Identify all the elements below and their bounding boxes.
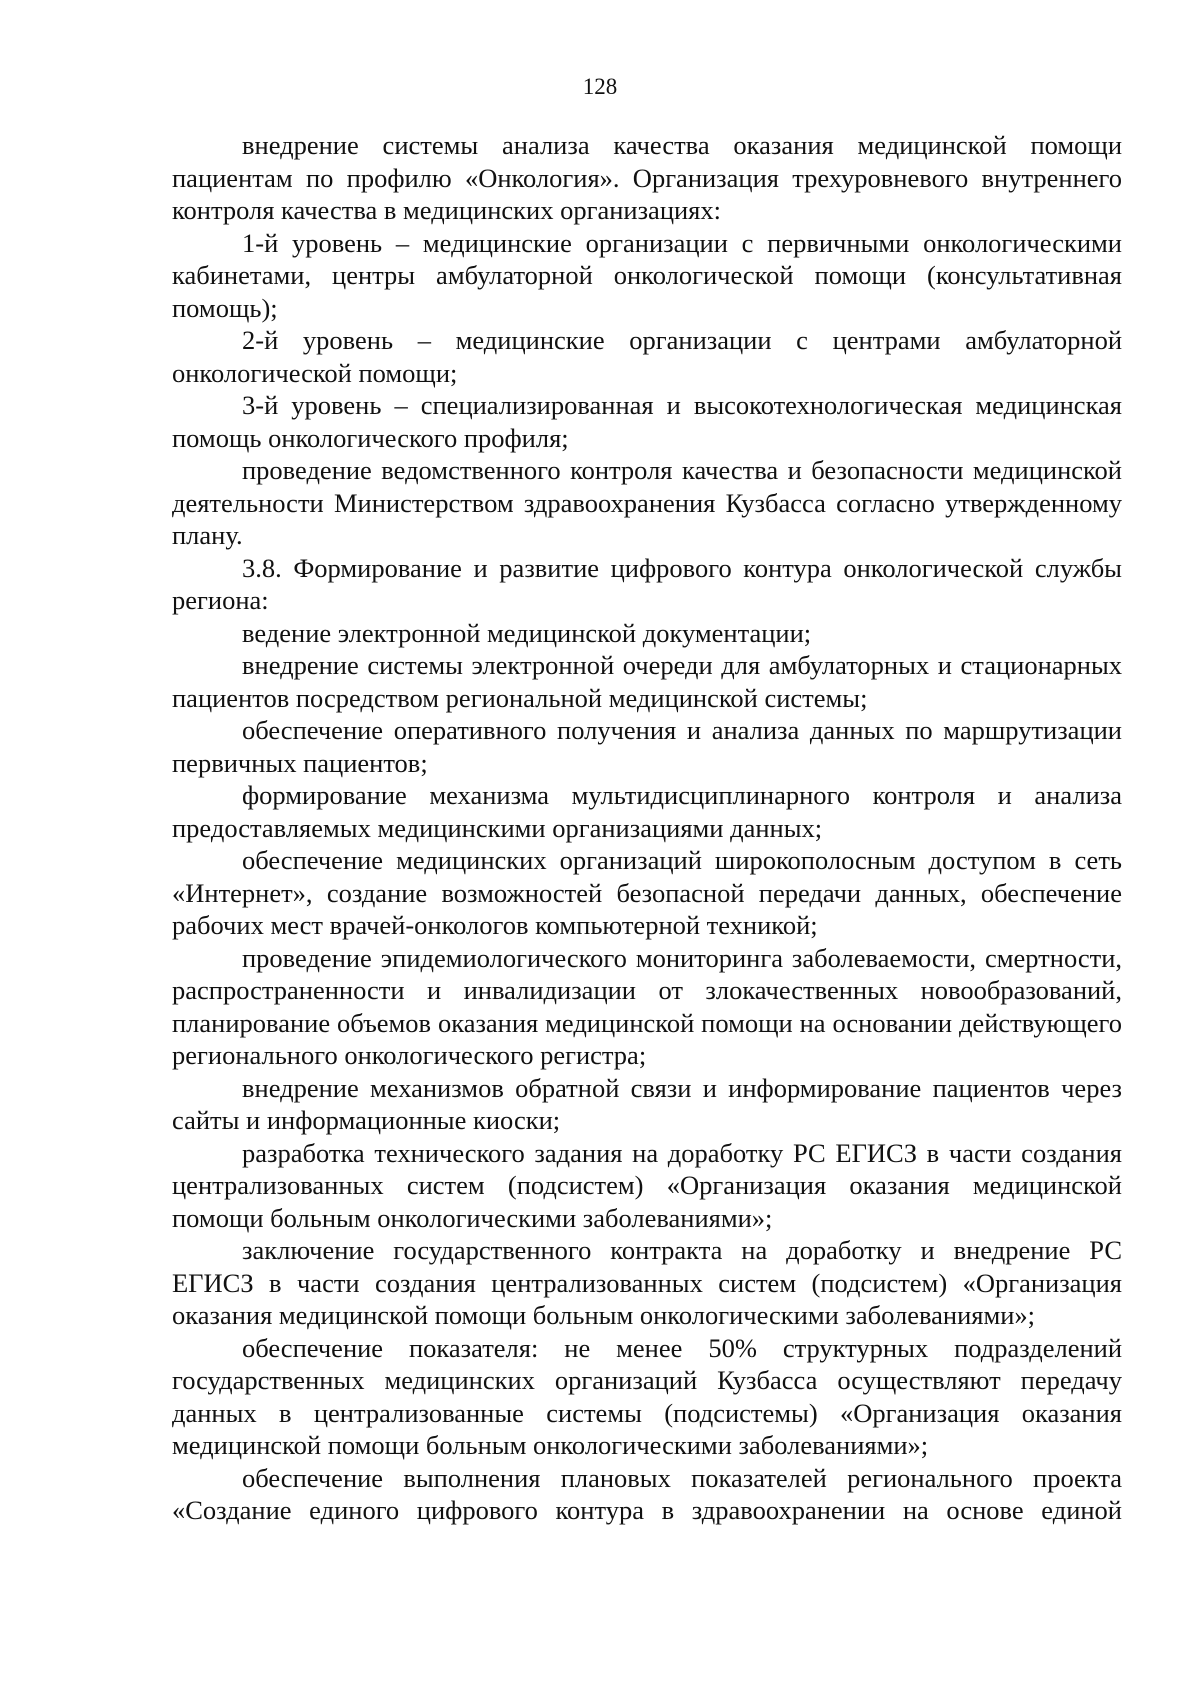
document-body xyxy=(172,129,1122,1527)
paragraph: обеспечение медицинских организаций широкополосным доступом в сеть «Интернет», создание возможностей безопасной передачи данных, обеспечение рабочих мест врачей-онкологов компьютерной техникой; xyxy=(172,845,1122,940)
paragraph: 3.8. Формирование и развитие цифрового контура онкологической службы региона: xyxy=(172,552,1122,615)
paragraph: 2-й уровень – медицинские организации с центрами амбулаторной онкологической помощи; xyxy=(172,325,1122,388)
paragraph: 1-й уровень – медицинские организации с первичными онкологическими кабинетами, центры амбулаторной онкологической помощи (консультативная помощь); xyxy=(172,227,1122,323)
paragraph: ведение электронной медицинской документации; xyxy=(242,617,812,648)
paragraph: формирование механизма мультидисциплинарного контроля и анализа предоставляемых медицинскими организациями данных; xyxy=(172,780,1122,843)
paragraph: проведение эпидемиологического мониторинга заболеваемости, смертности, распространенности и инвалидизации от злокачественных новообразований, планирование объемов оказания медицинской помощи на основании действующего регионального онкологического регистра; xyxy=(172,942,1122,1070)
paragraph: разработка технического задания на доработку РС ЕГИСЗ в части создания централизованных систем (подсистем) «Организация оказания медицинской помощи больным онкологическими заболеваниями»; xyxy=(172,1137,1122,1233)
page-number: 128 xyxy=(582,74,618,99)
paragraph: внедрение системы анализа качества оказания медицинской помощи пациентам по профилю «Онкология». Организация трехуровневого внутреннего контроля качества в медицинских организациях: xyxy=(172,130,1122,225)
paragraph: обеспечение показателя: не менее 50% структурных подразделений государственных медицинских организаций Кузбасса осуществляют передачу данных в централизованные системы (подсистемы) «Организация оказания медицинской помощи больным онкологическими заболеваниями»; xyxy=(172,1332,1122,1460)
paragraph-continued: обеспечение выполнения плановых показателей регионального проекта «Создание единого цифрового контура в здравоохранении на основе единой xyxy=(172,1462,1122,1525)
paragraph: заключение государственного контракта на доработку и внедрение РС ЕГИСЗ в части создания централизованных систем (подсистем) «Организация оказания медицинской помощи больным онкологическими заболеваниями»; xyxy=(172,1235,1122,1330)
paragraph: внедрение системы электронной очереди для амбулаторных и стационарных пациентов посредством региональной медицинской системы; xyxy=(172,650,1122,713)
paragraph: 3-й уровень – специализированная и высокотехнологическая медицинская помощь онкологического профиля; xyxy=(172,390,1122,453)
paragraph: проведение ведомственного контроля качества и безопасности медицинской деятельности Министерством здравоохранения Кузбасса согласно утвержденному плану. xyxy=(172,455,1122,550)
paragraph: внедрение механизмов обратной связи и информирование пациентов через сайты и информационные киоски; xyxy=(172,1072,1122,1135)
paragraph: обеспечение оперативного получения и анализа данных по маршрутизации первичных пациентов; xyxy=(172,715,1122,778)
